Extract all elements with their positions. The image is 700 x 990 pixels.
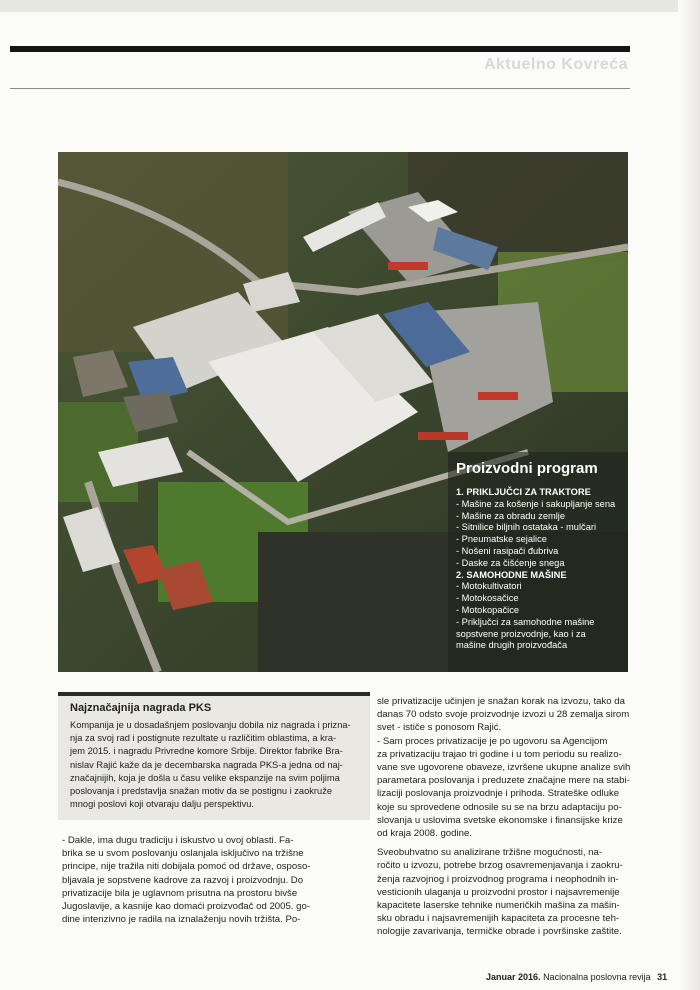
program-item: - Mašine za obradu zemlje [456,510,566,521]
program-item: - Motokosačice [456,593,519,604]
award-box-text [70,719,360,811]
text-line: Sveobuhvatno su analizirane tržišne mogućnosti, na- [377,847,603,859]
text-line: - Sam proces privatizacije je po ugovoru sa Agencijom [377,735,608,747]
page-footer [486,972,667,982]
program-category: 2. SAMOHODNE MAŠINE [456,569,567,580]
text-line: nja za svoj rad i postignute rezultate u različitim oblastima, a kra- [70,733,337,744]
section-label: Aktuelno Kovreća [483,56,628,73]
text-line: mnogi poslovi koji otvaraju dalju perspektivu. [70,799,254,810]
top-margin [0,0,700,12]
text-line: vesticionih ulaganja u proizvodni prostor i najsavremenije [377,886,620,898]
text-line: principe, nije tražila niti dobijala pomoć od države, osposo- [62,861,311,873]
footer-date: Januar 2016. [486,972,541,982]
program-item: - Priključci za samohodne mašine [456,616,595,627]
text-line: nologije zavarivanja, termičke obrade i površinske zaštite. [377,926,622,938]
article-right-column [377,695,631,939]
text-line: svet - ističe s ponosom Rajić. [377,722,502,734]
program-item: - Motokultivatori [456,581,522,592]
program-item: - Pneumatske sejalice [456,534,547,545]
header-divider [10,88,630,89]
production-program-panel [448,452,628,672]
text-line: kapacitete laserske tehnike numeričkih mašina za mašin- [377,900,620,912]
article-paragraph [377,846,631,938]
program-item: mašine drugih proizvođača [456,640,568,651]
program-item: - Nošeni rasipači đubriva [456,545,559,556]
program-title: Proizvodni program [456,460,598,477]
text-line: dine intenzivno je radila na iznalaženju novih tržišta. Po- [62,914,301,926]
program-item: - Motokopačice [456,604,520,615]
text-line: jem 2015. i nagradu Privredne komore Srbije. Direktor fabrike Bra- [70,746,343,757]
text-line: bljavala je sopstvene kadrove za razvoj i proizvodnju. Do [62,874,304,886]
header-rule [10,46,630,52]
program-category: 1. PRIKLJUČCI ZA TRAKTORE [456,487,591,497]
article-paragraph [377,695,631,735]
article-left-column [62,834,370,926]
text-line: - Dakle, ima dugu tradiciju i iskustvo u ovoj oblasti. Fa- [62,835,294,846]
text-line: danas 70 odsto svoje proizvodnje izvozi u 28 zemalja sirom [377,709,630,721]
text-line: parametara poslovanja i preduzete značajne mere na stabi- [377,775,630,787]
text-line: slovanja u uslovima svetske ekonomske i finansijske krize [377,814,623,826]
award-box-title: Najznačajnija nagrada PKS [70,702,212,714]
program-item: - Daske za čišćenje snega [456,557,565,568]
text-line: sku obradu i najsavremenijih kapaciteta za procesne teh- [377,913,620,925]
text-line: Kompanija je u dosadašnjem poslovanju dobila niz nagrada i prizna- [70,720,351,730]
program-item: sopstvene proizvodnje, kao i za [456,628,586,639]
text-line: Jugoslavije, a kasnije kao domaći proizvođač od 2005. go- [62,901,310,913]
text-line: koje su sprovedene odnosile su se na brzu adaptaciju po- [377,801,622,813]
program-item: - Sitnilice biljnih ostataka - mulčari [456,522,597,533]
text-line: poslovanja i predstavlja snažan motiv da se postignu i zaokruže [70,786,333,797]
page-number: 31 [657,972,668,982]
text-line: ročito u izvozu, potrebe brzog osavremenjavanja i zaokru- [377,860,623,872]
text-line: sle privatizacije učinjen je snažan korak na izvozu, tako da [377,696,625,707]
text-line: privatizacije bila je uglavnom prisutna na prostoru bivše [62,887,298,899]
text-line: brika se u svom poslovanju oslanjala isključivo na tržišne [62,848,304,860]
award-sidebar-box [58,692,370,820]
article-paragraph [377,735,631,841]
text-line: nislav Rajić kaže da je decembarska nagrada PKS-a jedna od naj- [70,759,343,770]
text-line: vane sve ugovorene obaveze, izvršene ukupne analize svih [377,762,631,774]
text-line: značajnijih, koja je došla u času velike ekspanzije na svim poljima [70,772,340,783]
program-list [456,487,628,652]
page-fold-shadow [678,0,700,990]
text-line: ženja razvojnog i proizvodnog programa i neophodnih in- [377,873,619,885]
text-line: od kraja 2008. godine. [377,828,472,840]
footer-publication: Nacionalna poslovna revija [543,972,651,982]
text-line: za privatizaciju trajao tri godine i u tom periodu su realizo- [377,748,622,760]
program-item: - Mašine za košenje i sakupljanje sena [456,498,616,509]
text-line: lizaciji poslovanja proizvodnje i prihoda. Strateške odluke [377,788,620,800]
